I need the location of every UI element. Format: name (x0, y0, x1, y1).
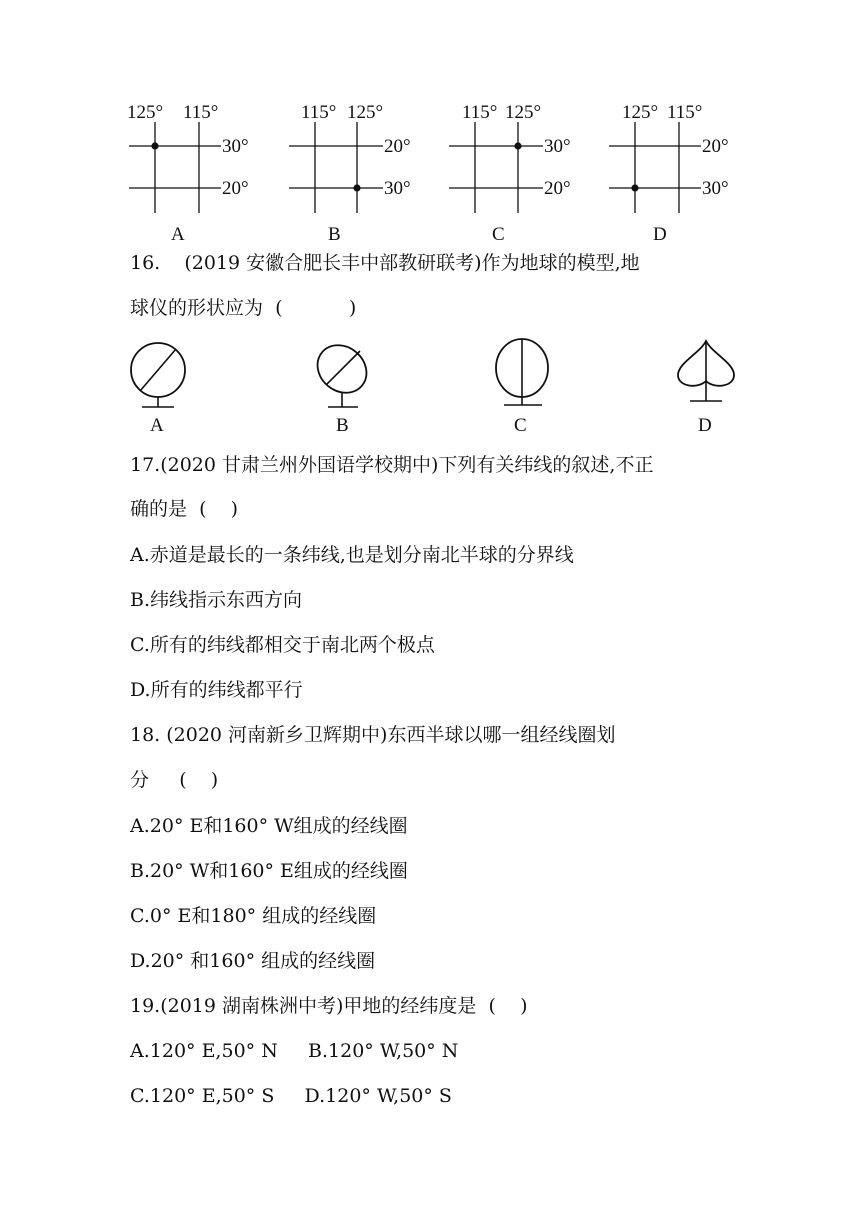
q15-a-lat-top: 30° (222, 136, 249, 157)
q18-option-b: B.20° W和160° E组成的经线圈 (130, 860, 408, 882)
q15-figure-a (125, 98, 275, 246)
q15-b-lat-top: 20° (384, 136, 411, 157)
q16-d-letter: D (698, 415, 712, 435)
q17-option-d: D.所有的纬线都平行 (130, 679, 303, 701)
q15-c-lon-right: 125° (505, 102, 542, 123)
q15-b-lon-right: 125° (347, 102, 384, 123)
q16-b-letter: B (336, 415, 349, 435)
q16-stem-line1: 16. (2019 安徽合肥长丰中部教研联考)作为地球的模型,地 (130, 252, 640, 274)
q17-option-c: C.所有的纬线都相交于南北两个极点 (130, 634, 435, 656)
q15-d-lon-right: 115° (667, 102, 703, 123)
q15-c-letter: C (492, 224, 505, 245)
q17-option-a: A.赤道是最长的一条纬线,也是划分南北半球的分界线 (130, 544, 574, 566)
q15-d-letter: D (653, 224, 667, 245)
q18-option-d: D.20° 和160° 组成的经线圈 (130, 950, 376, 972)
q19-options-row2: C.120° E,50° S D.120° W,50° S (130, 1085, 452, 1107)
q16-globe-d (668, 335, 748, 435)
q15-c-lat-top: 30° (544, 136, 571, 157)
q15-figure-b (285, 98, 435, 246)
q18-option-c: C.0° E和180° 组成的经线圈 (130, 905, 377, 927)
q15-a-letter: A (171, 224, 185, 245)
q15-b-lon-left: 115° (301, 102, 337, 123)
q18-stem-line1: 18. (2020 河南新乡卫辉期中)东西半球以哪一组经线圈划 (130, 724, 616, 746)
q15-b-point (353, 184, 360, 191)
q19-options-row1: A.120° E,50° N B.120° W,50° N (130, 1040, 459, 1062)
q16-globe-c (482, 335, 562, 435)
q15-b-letter: B (328, 224, 341, 245)
q17-option-b: B.纬线指示东西方向 (130, 589, 303, 611)
q16-globe-a (120, 335, 200, 435)
q15-a-point (151, 142, 158, 149)
q18-stem-line2: 分 ( ) (130, 769, 219, 791)
q15-a-lon-left: 125° (127, 102, 164, 123)
q15-d-lat-top: 20° (702, 136, 729, 157)
q15-d-lon-left: 125° (622, 102, 659, 123)
q15-d-point (631, 184, 638, 191)
q19-stem-line1: 19.(2019 湖南株洲中考)甲地的经纬度是 ( ) (130, 995, 528, 1017)
q15-c-lat-bottom: 20° (544, 178, 571, 199)
q15-figure-d (605, 98, 755, 246)
q17-stem-line2: 确的是 ( ) (130, 498, 239, 520)
q15-a-lon-right: 115° (183, 102, 219, 123)
q17-stem-line1: 17.(2020 甘肃兰州外国语学校期中)下列有关纬线的叙述,不正 (130, 454, 654, 476)
q16-stem-line2: 球仪的形状应为 ( ) (130, 297, 357, 319)
q15-b-lat-bottom: 30° (384, 178, 411, 199)
q18-option-a: A.20° E和160° W组成的经线圈 (130, 815, 408, 837)
q15-a-lat-bottom: 20° (222, 178, 249, 199)
q16-a-letter: A (150, 415, 164, 435)
q15-c-lon-left: 115° (462, 102, 498, 123)
q15-d-lat-bottom: 30° (702, 178, 729, 199)
q15-figure-c (445, 98, 595, 246)
q16-globe-b (302, 335, 382, 435)
q16-c-letter: C (514, 415, 527, 435)
q15-c-point (514, 142, 521, 149)
